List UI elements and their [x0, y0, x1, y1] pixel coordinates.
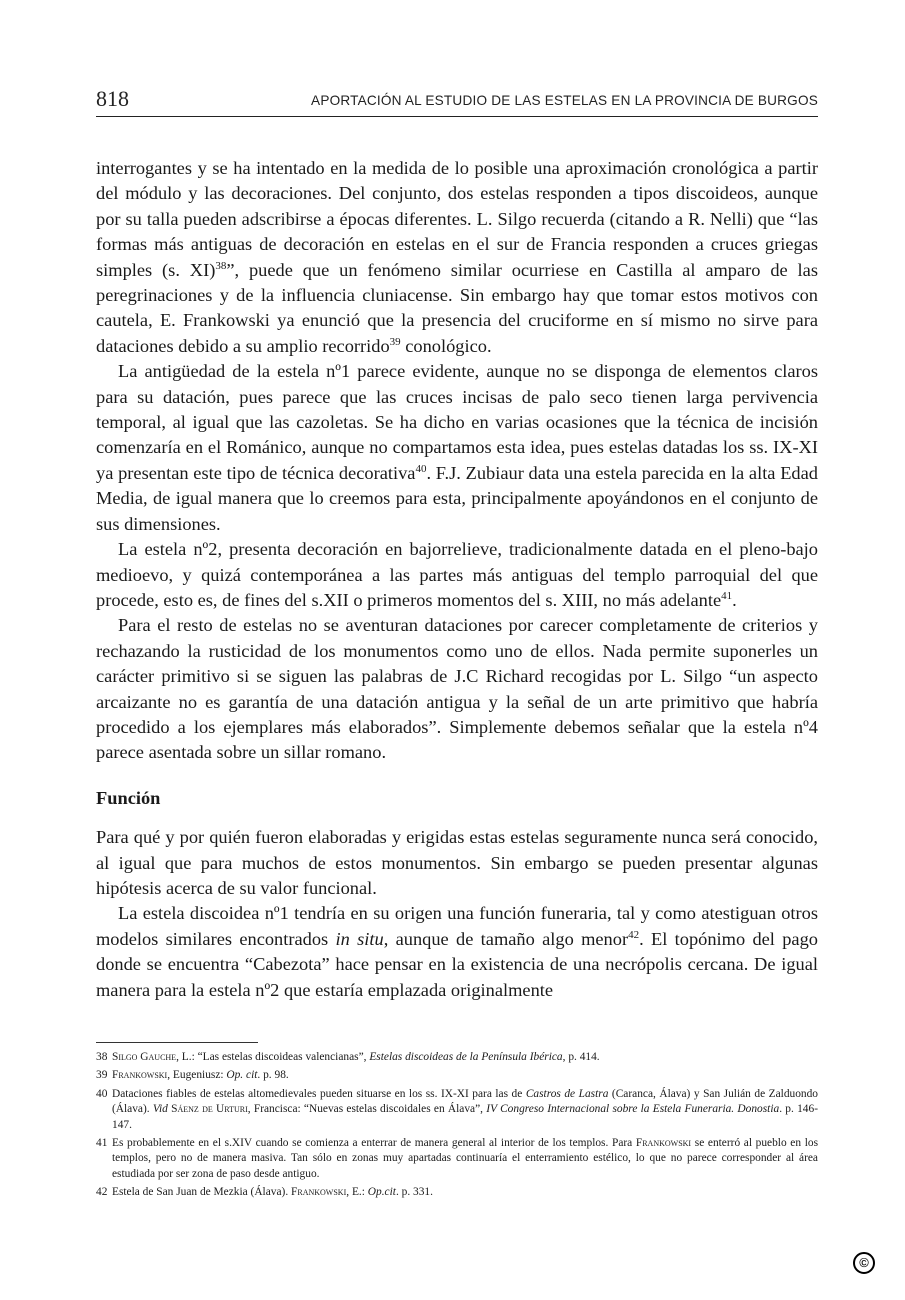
footnote-ref-41[interactable]: 41 — [721, 589, 733, 602]
footnote-40: 40 Dataciones fiables de estelas altomedievales pueden situarse en los ss. IX-XI para las de Castros de Lastra (Caranca, Álava) y San Julián de Zalduondo (Álava). Vid Sáenz de Urturi, Francisca: “Nuevas estelas discoidales en Álava”, IV Congreso Internacional sobre la Estela Funeraria. Donostia. p. 146-147. — [96, 1087, 818, 1131]
footnote-41: 41 Es probablemente en el s.XIV cuando se comienza a enterrar de manera general al interior de los templos. Para Frankowski se enterró al pueblo en los templos, pero no de manera masiva. Tan sólo en zonas muy apartadas continuaría el enterramiento estélico, lo que no parece corresponder al área estudiada por ser zona de paso desde antiguo. — [96, 1137, 818, 1180]
footnote-ref-38[interactable]: 38 — [215, 259, 227, 272]
paragraph-6: La estela discoidea nº1 tendría en su origen una función funeraria, tal y como atestiguan otros modelos similares encontrados in situ, aunque de tamaño algo menor$^{42}$. El topónimo del pago donde se encuentra “Cabezota” hace pensar en la existencia de una necrópolis cercana. De igual manera para la estela nº2 que estaría emplazada originalmente — [96, 903, 818, 1000]
copyright-icon: © — [853, 1252, 875, 1274]
paragraph-2: La antigüedad de la estela nº1 parece evidente, aunque no se disponga de elementos claros para su datación, pues parece que las cruces incisas de palo seco tienen larga pervivencia temporal, al igual que las cazoletas. Se ha dicho en varias ocasiones que la técnica de incisión comenzaría en el Románico, aunque no compartamos esta idea, pues estelas datadas los ss. IX-XI ya presentan este tipo de técnica decorativa$^{40}$. F.J. Zubiaur data una estela parecida en la alta Edad Media, de igual manera que lo creemos para esta, principalmente apoyándonos en el conjunto de sus dimensiones. — [96, 361, 818, 534]
paragraph-5: Para qué y por quién fueron elaboradas y erigidas estas estelas seguramente nunca será conocido, al igual que para muchos de estos monumentos. Sin embargo se pueden presentar algunas hipótesis acerca de su valor funcional. — [96, 827, 818, 898]
footnote-ref-42[interactable]: 42 — [628, 928, 640, 941]
paragraph-4: Para el resto de estelas no se aventuran dataciones por carecer completamente de criterios y rechazando la rusticidad de los monumentos como uno de ellos. Nada permite suponerles un carácter primitivo si se siguen las palabras de J.C Richard recogidas por L. Silgo “un aspecto arcaizante no es garantía de una datación antigua y la señal de un arte primitivo que habría procedido a los ejemplares más elaborados”. Simplemente debemos señalar que la estela nº4 parece asentada sobre un sillar romano. — [96, 615, 818, 763]
running-title: APORTACIÓN AL ESTUDIO DE LAS ESTELAS EN LA PROVINCIA DE BURGOS — [311, 93, 818, 108]
footnotes — [96, 1050, 818, 1204]
footnote-42: 42 Estela de San Juan de Mezkia (Álava). Frankowski, E.: Op.cit. p. 331. — [96, 1186, 433, 1199]
main-text — [96, 156, 818, 1003]
paragraph-1: interrogantes y se ha intentado en la medida de lo posible una aproximación cronológica a partir del módulo y las decoraciones. Del conjunto, dos estelas responden a tipos discoideos, aunque por su talla pueden adscribirse a épocas diferentes. L. Silgo recuerda (citando a R. Nelli) que “las formas más antiguas de decoración en estelas en el sur de Francia responden a cruces griegas simples (s. XI)$^{38}$”, puede que un fenómeno similar ocurriese en Castilla al amparo de las peregrinaciones y de la influencia cluniacense. Sin embargo hay que tomar estos motivos con cautela, E. Frankowski ya enunció que la presencia del cruciforme en sí mismo no sirve para dataciones debido a su amplio recorrido$^{39}$ conológico. — [96, 158, 818, 356]
footnote-38: 38 Silgo Gauche, L.: “Las estelas discoideas valencianas”, Estelas discoideas de la Península Ibérica, p. 414. — [96, 1051, 600, 1063]
footnote-39: 39 Frankowski, Eugeniusz: Op. cit. p. 98. — [96, 1069, 289, 1082]
section-heading: Función — [96, 787, 161, 808]
paragraph-3: La estela nº2, presenta decoración en bajorrelieve, tradicionalmente datada en el pleno-bajo medioevo, y quizá contemporánea a las partes más antiguas del templo parroquial del que procede, esto es, de fines del s.XII o primeros momentos del s. XIII, no más adelante$^{41}$. — [96, 539, 818, 610]
page-header — [96, 86, 818, 117]
page-number: 818 — [96, 86, 129, 111]
footnote-ref-40[interactable]: 40 — [415, 462, 427, 475]
footnote-ref-39[interactable]: 39 — [389, 335, 401, 348]
footnote-divider — [96, 1042, 258, 1043]
